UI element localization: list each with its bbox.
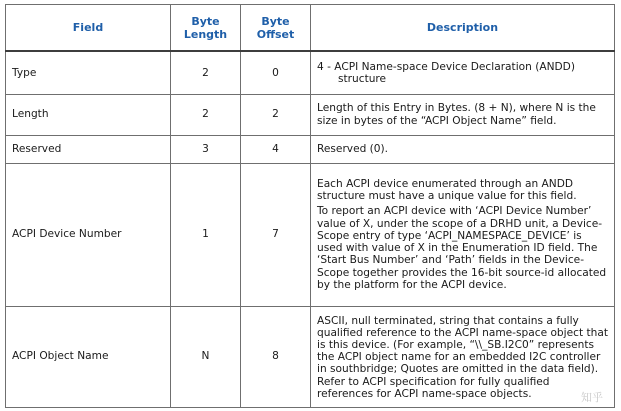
description-line: 4 - ACPI Name-space Device Declaration (ANDD) [317, 60, 575, 73]
cell-description [311, 51, 615, 94]
cell-description [311, 163, 615, 306]
table-row-acpi-device-number [6, 163, 615, 306]
cell-byte-offset: 8 [241, 306, 311, 407]
cell-byte-length: 2 [171, 51, 241, 94]
cell-byte-offset: 7 [241, 163, 311, 306]
description-paragraph-2: To report an ACPI device with ‘ACPI Device Number’ value of X, under the scope of a DRHD unit, a Device-Scope entry of type ‘ACPI_NAMESPACE_DEVICE’ is used with value of X in the Enumeration ID field. The ‘Start Bus Number’ and ‘Path’ fields in the Device-Scope together provides the 16-bit source-id allocated by the platform for the ACPI device. [317, 205, 607, 291]
cell-byte-offset: 0 [241, 51, 311, 94]
header-field: Field [6, 5, 171, 52]
description-paragraph-1: Each ACPI device enumerated through an ANDD structure must have a unique value for this field. [317, 178, 577, 203]
cell-description [311, 94, 615, 135]
cell-field: Type [6, 51, 171, 94]
description-text: Reserved (0). [317, 142, 389, 155]
table-row-acpi-object-name [6, 306, 615, 407]
cell-description [311, 135, 615, 163]
header-description: Description [311, 5, 615, 52]
cell-byte-length: 1 [171, 163, 241, 306]
acpi-andd-structure-table [5, 4, 615, 408]
table-row-type [6, 51, 615, 94]
cell-byte-offset: 4 [241, 135, 311, 163]
watermark: 知乎 [581, 391, 603, 404]
cell-field: Reserved [6, 135, 171, 163]
header-byte-offset-line2: Offset [256, 27, 295, 41]
description-text: Length of this Entry in Bytes. (8 + N), where N is the size in bytes of the “ACPI Object Name” field. [317, 102, 596, 127]
header-byte-length-line2: Length [183, 27, 228, 41]
header-byte-length-line1: Byte [191, 14, 220, 28]
cell-byte-length: 2 [171, 94, 241, 135]
cell-byte-length: 3 [171, 135, 241, 163]
cell-byte-length: N [171, 306, 241, 407]
header-byte-length [171, 5, 241, 52]
description-text: ASCII, null terminated, string that contains a fully qualified reference to the ACPI name-space object that is this device. (For example, “\\_SB.I2C0” represents the ACPI object name for an embedded I2C controller in southbridge; Quotes are omitted in the data field). Refer to ACPI specification for fully qualified references for ACPI name-space objects. [317, 314, 608, 400]
cell-byte-offset: 2 [241, 94, 311, 135]
header-byte-offset [241, 5, 311, 52]
header-byte-offset-line1: Byte [261, 14, 290, 28]
cell-field: ACPI Object Name [6, 306, 171, 407]
table-header-row [6, 5, 615, 52]
table-row-reserved [6, 135, 615, 163]
description-line-indented: structure [338, 72, 387, 85]
table-row-length [6, 94, 615, 135]
cell-description [311, 306, 615, 407]
cell-field: Length [6, 94, 171, 135]
cell-field: ACPI Device Number [6, 163, 171, 306]
